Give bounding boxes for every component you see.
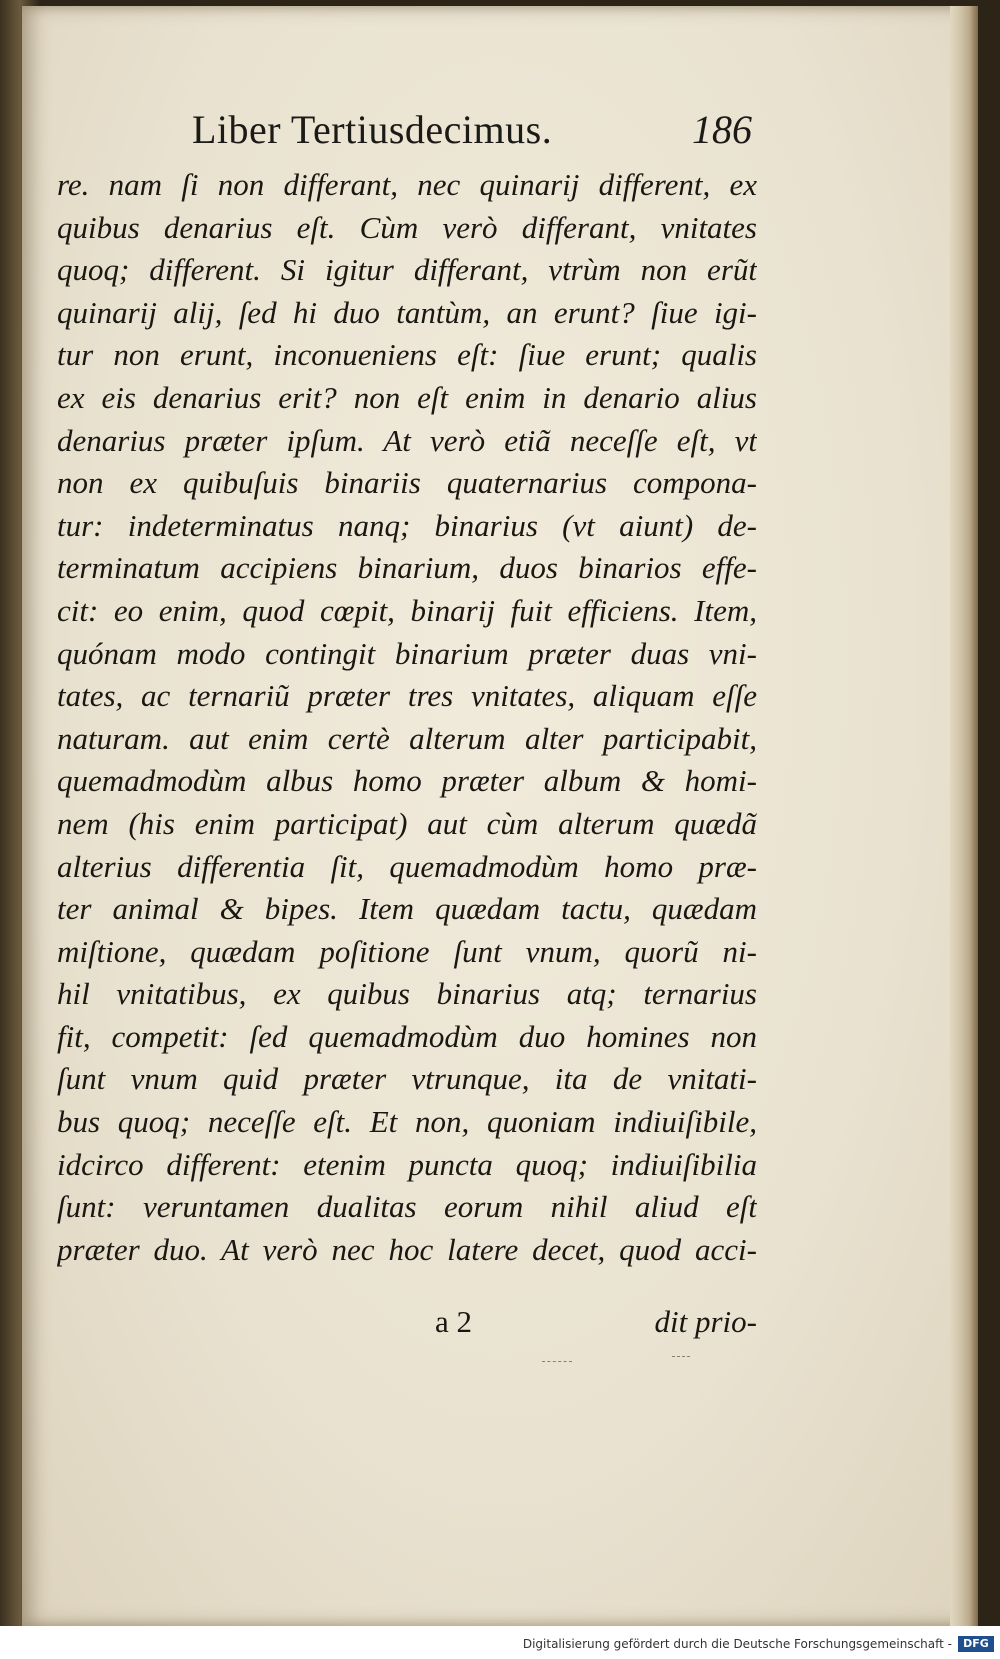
dfg-logo: DFG: [958, 1636, 994, 1652]
digitization-footer: [0, 1626, 1000, 1659]
text-line: alterius differentia ſit, quemadmodùm homo præ-: [57, 848, 757, 884]
text-line: denarius præter ipſum. At verò etiã neceſſe eſt, vt: [57, 422, 757, 458]
text-line: cit: eo enim, quod cœpit, binarij fuit efficiens. Item,: [57, 592, 757, 628]
text-block: [57, 164, 757, 1271]
page-fore-edge: [950, 6, 978, 1626]
text-line: quoq; different. Si igitur differant, vtrùm non erũt: [57, 252, 757, 288]
text-line: tur non erunt, inconueniens eſt: ſiue erunt; qualis: [57, 337, 757, 373]
text-line: idcirco different: etenim puncta quoq; indiuiſibilia: [57, 1146, 757, 1182]
text-line: non ex quibuſuis binariis quaternarius compona-: [57, 465, 757, 501]
text-line: præter duo. At verò nec hoc latere decet, quod acci-: [57, 1231, 757, 1267]
text-line: tates, ac ternariũ præter tres vnitates, aliquam eſſe: [57, 678, 757, 714]
text-line: quemadmodùm albus homo præter album & homi-: [57, 763, 757, 799]
signature-mark: a 2: [435, 1304, 473, 1339]
text-line: quinarij alij, ſed hi duo tantùm, an erunt? ſiue igi-: [57, 294, 757, 330]
running-title: Liber Tertiusdecimus.: [192, 107, 553, 152]
text-line: quibus denarius eſt. Cùm verò differant, vnitates: [57, 209, 757, 245]
text-line: bus quoq; neceſſe eſt. Et non, quoniam indiuiſibile,: [57, 1104, 757, 1140]
footer-credit: Digitalisierung gefördert durch die Deutsche Forschungsgemeinschaft -: [522, 1637, 952, 1651]
text-line: tur: indeterminatus nanq; binarius (vt aiunt) de-: [57, 507, 757, 543]
text-line: hil vnitatibus, ex quibus binarius atq; ternarius: [57, 976, 757, 1012]
text-line: miſtione, quædam poſitione ſunt vnum, quorũ ni-: [57, 933, 757, 969]
book-page: [22, 6, 978, 1626]
catchword: dit prio-: [654, 1304, 757, 1339]
text-line: ter animal & bipes. Item quædam tactu, quædam: [57, 891, 757, 927]
text-line: fit, competit: ſed quemadmodùm duo homines non: [57, 1018, 757, 1054]
text-line: re. nam ſi non differant, nec quinarij different, ex: [57, 167, 757, 202]
text-line: naturam. aut enim certè alterum alter participabit,: [57, 720, 757, 756]
text-line: nem (his enim participat) aut cùm alterum quædã: [57, 805, 757, 841]
text-line: terminatum accipiens binarium, duos binarios effe-: [57, 550, 757, 586]
text-line: ſunt: veruntamen dualitas eorum nihil aliud eſt: [57, 1189, 757, 1225]
text-line: ſunt vnum quid præter vtrunque, ita de vnitati-: [57, 1061, 757, 1097]
signature-line: [57, 1304, 757, 1346]
page-number: 186: [692, 107, 752, 152]
text-line: quónam modo contingit binarium præter duas vni-: [57, 635, 757, 671]
ink-smudge: [672, 1346, 690, 1357]
text-line: ex eis denarius erit? non eſt enim in denario alius: [57, 379, 757, 415]
ink-smudge: [542, 1351, 572, 1362]
running-head: [192, 106, 752, 156]
